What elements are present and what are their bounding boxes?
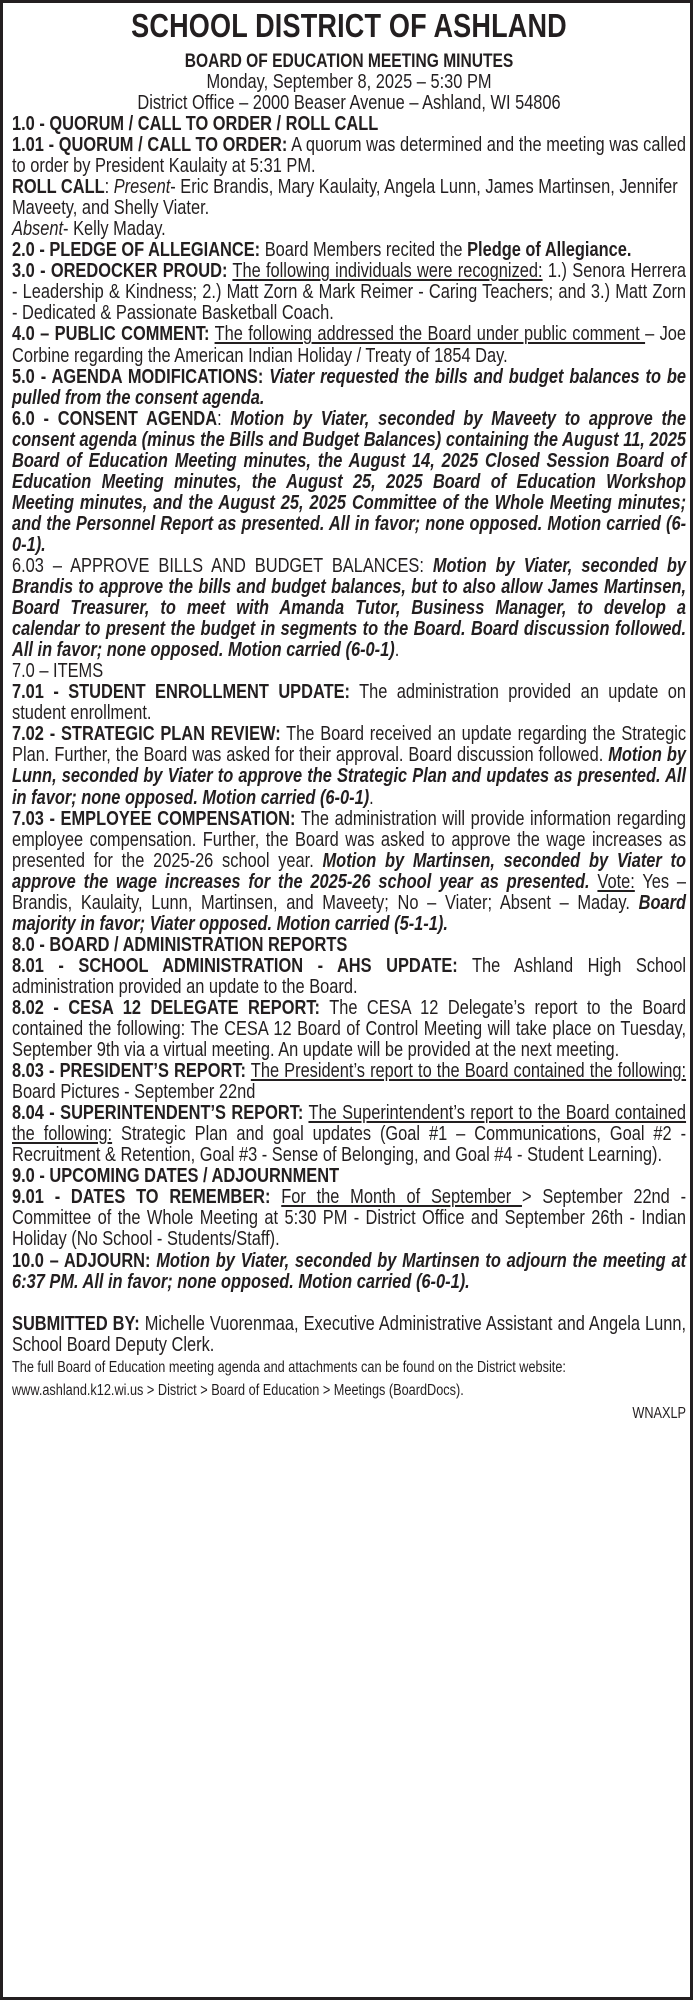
section-text: The Board received an update regarding the Strategic Plan. Further, the Board was asked for their approval. Board discussion followed. bbox=[12, 723, 687, 767]
document-subtitle: BOARD OF EDUCATION MEETING MINUTES bbox=[184, 51, 514, 72]
section-underlined-text: The following individuals were recognized: bbox=[232, 260, 543, 283]
section-motion: Motion by Viater, seconded by Maveety to approve the consent agenda (minus the Bills and Budget Balances) containing the August 11, 2025 Board of Education Meeting minutes, the August 14, 2025 Closed Session Board of Education Meeting minutes, the August 25, 2025 Board of Education Workshop Meeting minutes, and the August 25, 2025 Committee of the Whole Meeting minutes; and the Personnel Report as presented. All in favor; none opposed. Motion carried (6-0-1). bbox=[12, 407, 687, 556]
section-heading: 6.0 - CONSENT AGENDA bbox=[12, 407, 218, 430]
section-motion: Motion by Viater, seconded by Brandis to approve the bills and budget balances, but to also allow James Martinsen, Board Treasurer, to meet with Amanda Tutor, Business Manager, to develop a calendar to present the budget in segments to the Board. Board discussion followed. All in favor; none opposed. Motion carried (6-0-1) bbox=[12, 554, 687, 662]
section-6-0 bbox=[12, 409, 686, 556]
section-underlined-text: The President’s report to the Board contained the following: bbox=[250, 1060, 687, 1083]
notice-content bbox=[12, 7, 686, 1425]
section-heading: 9.01 - DATES TO REMEMBER: bbox=[12, 1186, 271, 1209]
colon: : bbox=[419, 554, 433, 577]
section-heading: ROLL CALL bbox=[12, 176, 105, 199]
section-4-0 bbox=[12, 324, 686, 366]
vote-label: Vote: bbox=[597, 870, 635, 893]
minutes-body bbox=[12, 114, 686, 1356]
website-note: The full Board of Education meeting agenda and attachments can be found on the District website: bbox=[12, 1358, 566, 1376]
present-members: - Eric Brandis, Mary Kaulaity, Angela Lunn, James Martinsen, Jennifer Maveety, and Shelly Viater. bbox=[12, 176, 678, 220]
website-path: www.ashland.k12.wi.us > District > Board of Education > Meetings (BoardDocs). bbox=[12, 1381, 464, 1399]
section-underlined-text: For the Month of September bbox=[281, 1186, 522, 1209]
section-heading: 7.01 - STUDENT ENROLLMENT UPDATE: bbox=[12, 681, 350, 704]
section-heading: 8.02 - CESA 12 DELEGATE REPORT: bbox=[12, 996, 321, 1019]
section-motion: Motion by Martinsen, seconded by Viater to approve the wage increases for the 2025-26 school year as presented. bbox=[12, 849, 687, 893]
section-text: > September 22nd - Committee of the Whole Meeting at 5:30 PM - District Office and September 26th - Indian Holiday (No School - Students/Staff). bbox=[12, 1186, 687, 1251]
section-10-0 bbox=[12, 1251, 686, 1293]
section-9-0 bbox=[12, 1166, 686, 1187]
section-text: Board Members recited the bbox=[260, 239, 468, 262]
section-motion: Viater requested the bills and budget balances to be pulled from the consent agenda. bbox=[12, 365, 687, 409]
section-8-02 bbox=[12, 998, 686, 1061]
section-2-0 bbox=[12, 240, 686, 261]
section-bold-text: Pledge of Allegiance. bbox=[467, 239, 632, 262]
section-heading: 1.0 - QUORUM / CALL TO ORDER / ROLL CALL bbox=[12, 113, 379, 135]
section-heading: 1.01 - QUORUM / CALL TO ORDER: bbox=[12, 134, 288, 157]
section-underlined-text: The Superintendent’s report to the Board contained the following: bbox=[12, 1102, 687, 1146]
section-heading: 6.03 – APPROVE BILLS AND BUDGET BALANCES bbox=[12, 554, 420, 577]
section-text: – Joe Corbine regarding the American Indian Holiday / Treaty of 1854 Day. bbox=[12, 323, 687, 367]
section-8-03 bbox=[12, 1061, 686, 1103]
section-text: Board Pictures - September 22nd bbox=[12, 1081, 256, 1104]
section-heading: 8.04 - SUPERINTENDENT’S REPORT: bbox=[12, 1102, 304, 1125]
section-heading: 7.0 – ITEMS bbox=[12, 660, 104, 683]
meeting-date-time: Monday, September 8, 2025 – 5:30 PM bbox=[206, 71, 492, 93]
section-heading: 8.0 - BOARD / ADMINISTRATION REPORTS bbox=[12, 933, 348, 956]
submitted-by-names: Michelle Vuorenmaa, Executive Administrative Assistant and Angela Lunn, School Board Deputy Clerk. bbox=[12, 1312, 687, 1356]
motion-result: Board majority in favor; Viater opposed. Motion carried (5-1-1). bbox=[12, 891, 687, 935]
section-9-01 bbox=[12, 1187, 686, 1250]
section-underlined-text: The following addressed the Board under public comment bbox=[214, 323, 646, 346]
ad-code: WNAXLP bbox=[632, 1404, 687, 1422]
absent-members: - Kelly Maday. bbox=[63, 218, 166, 241]
section-text: Strategic Plan and goal updates (Goal #1 – Communications, Goal #2 - Recruitment & Retention, Goal #3 - Sense of Belonging, and Goal #4 - Student Learning). bbox=[12, 1123, 687, 1167]
period: . bbox=[369, 786, 374, 809]
colon: : bbox=[104, 176, 114, 199]
roll-call bbox=[12, 177, 686, 240]
section-text: The Ashland High School administration provided an update to the Board. bbox=[12, 954, 687, 998]
section-1-0 bbox=[12, 114, 686, 135]
footer-notes bbox=[12, 1356, 686, 1425]
section-heading: 8.03 - PRESIDENT’S REPORT: bbox=[12, 1060, 247, 1083]
section-heading: 5.0 - AGENDA MODIFICATIONS: bbox=[12, 365, 264, 388]
meeting-location: District Office – 2000 Beaser Avenue – Ashland, WI 54806 bbox=[137, 92, 561, 114]
section-5-0 bbox=[12, 367, 686, 409]
section-7-01 bbox=[12, 682, 686, 724]
submitted-by bbox=[12, 1314, 686, 1356]
section-7-0 bbox=[12, 661, 686, 682]
district-title: SCHOOL DISTRICT OF ASHLAND bbox=[131, 7, 567, 44]
section-7-03 bbox=[12, 809, 686, 935]
section-8-04 bbox=[12, 1103, 686, 1166]
vote-tally: Yes – Brandis, Kaulaity, Lunn, Martinsen, and Maveety; No – Viater; Absent – Maday. bbox=[12, 870, 687, 914]
section-heading: 9.0 - UPCOMING DATES / ADJOURNMENT bbox=[12, 1165, 340, 1188]
spacer bbox=[12, 1293, 686, 1314]
section-heading: 10.0 – ADJOURN: bbox=[12, 1249, 151, 1272]
section-heading: 7.03 - EMPLOYEE COMPENSATION: bbox=[12, 807, 296, 830]
section-text: 1.) Senora Herrera - Leadership & Kindness; 2.) Matt Zorn & Mark Reimer - Caring Teachers; and 3.) Matt Zorn - Dedicated & Passionate Basketball Coach. bbox=[12, 260, 687, 325]
section-3-0 bbox=[12, 261, 686, 324]
section-heading: 8.01 - SCHOOL ADMINISTRATION - AHS UPDATE: bbox=[12, 954, 458, 977]
absent-label: Absent bbox=[12, 218, 64, 241]
section-heading: 2.0 - PLEDGE OF ALLEGIANCE: bbox=[12, 239, 261, 262]
section-1-01 bbox=[12, 135, 686, 177]
section-heading: 3.0 - OREDOCKER PROUD: bbox=[12, 260, 228, 283]
period: . bbox=[394, 639, 400, 662]
section-8-01 bbox=[12, 956, 686, 998]
present-label: Present bbox=[113, 176, 171, 199]
section-6-03 bbox=[12, 556, 686, 661]
section-text: A quorum was determined and the meeting was called to order by President Kaulaity at 5:31 PM. bbox=[12, 134, 687, 178]
section-text: The administration will provide information regarding employee compensation. Further, the Board was asked to approve the wage increases as presented for the 2025-26 school year. bbox=[12, 807, 687, 872]
submitted-by-label: SUBMITTED BY: bbox=[12, 1312, 140, 1335]
section-heading: 7.02 - STRATEGIC PLAN REVIEW: bbox=[12, 723, 281, 746]
section-7-02 bbox=[12, 724, 686, 808]
section-8-0 bbox=[12, 935, 686, 956]
section-text: The administration provided an update on student enrollment. bbox=[12, 681, 687, 725]
section-motion: Motion by Viater, seconded by Martinsen to adjourn the meeting at 6:37 PM. All in favor; none opposed. Motion carried (6-0-1). bbox=[12, 1249, 687, 1293]
section-heading: 4.0 – PUBLIC COMMENT: bbox=[12, 323, 210, 346]
section-motion: Motion by Lunn, seconded by Viater to approve the Strategic Plan and updates as presented. All in favor; none opposed. Motion carried (6-0-1) bbox=[12, 744, 687, 809]
section-text: The CESA 12 Delegate’s report to the Board contained the following: The CESA 12 Board of Control Meeting will take place on Tuesday, September 9th via a virtual meeting. An update will be provided at the next meeting. bbox=[12, 996, 687, 1062]
colon: : bbox=[217, 407, 231, 430]
